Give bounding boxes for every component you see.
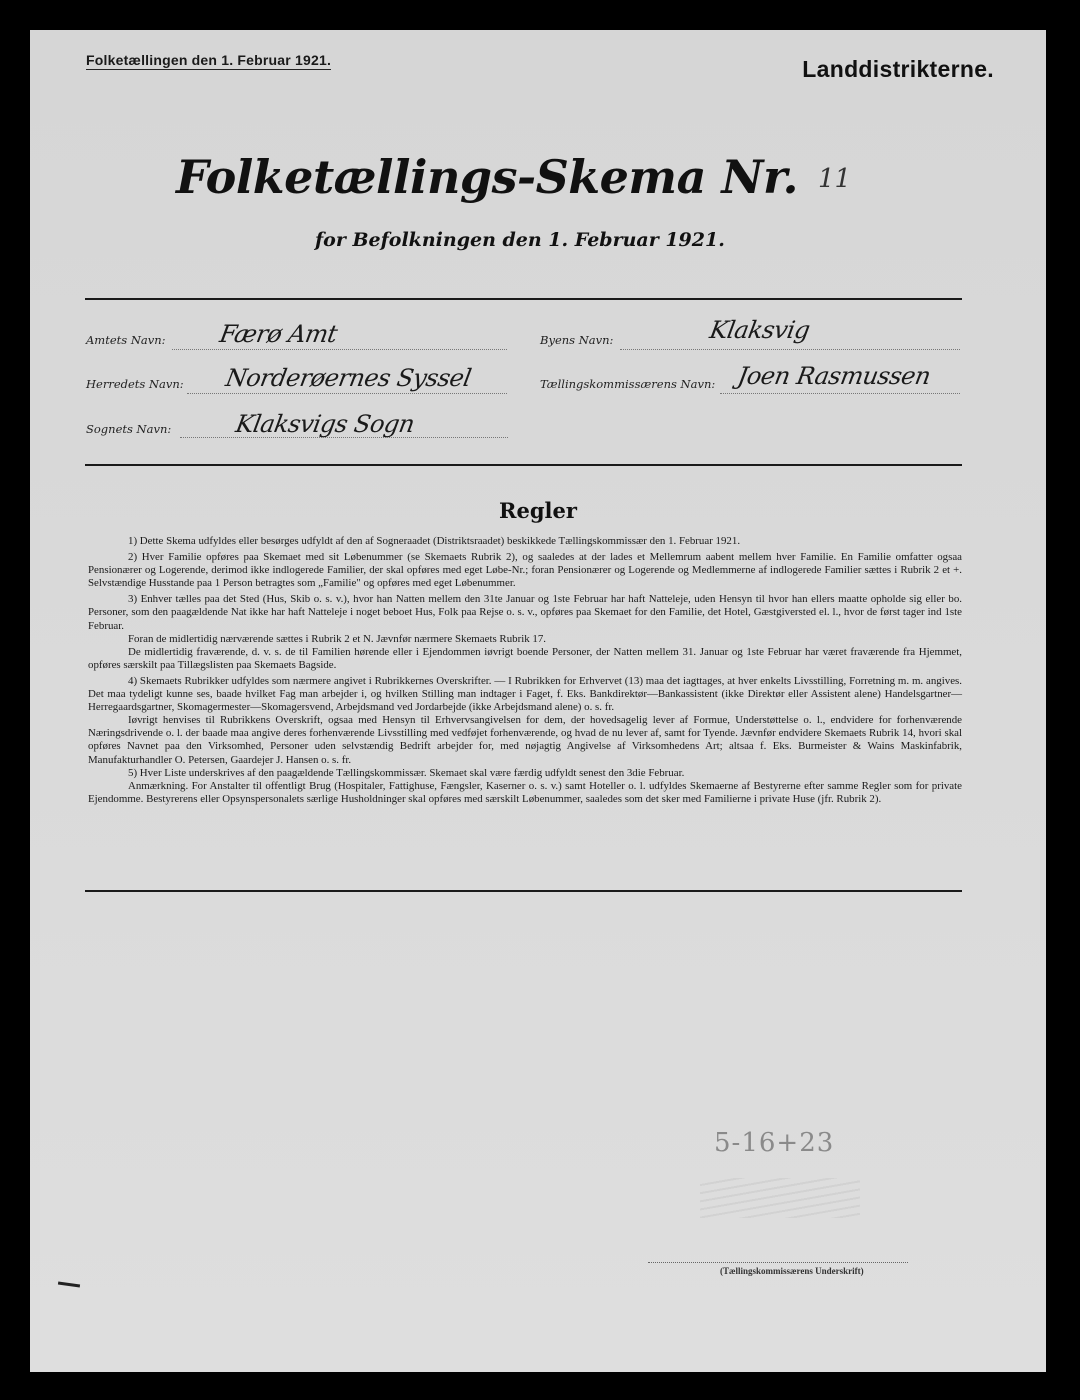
amt-label: Amtets Navn: bbox=[86, 333, 166, 347]
pencil-annotation: 5-16+23 bbox=[714, 1128, 835, 1158]
sogn-value: Klaksvigs Sogn bbox=[233, 410, 417, 438]
bottom-divider bbox=[85, 890, 962, 892]
sogn-label: Sognets Navn: bbox=[86, 422, 172, 436]
rule-4: 4) Skemaets Rubrikker udfyldes som nærmere angivet i Rubrikkernes Overskrifter. — I Rubrikken for Erhvervet (13) maa det iagttages, at hver enkelts Livsstilling, Forretning m. m. angives. Det maa tydeligt kunne ses, baade hvilket Fag man arbejder i, og hvilken Stilling man indtager i Faget, f. Eks. Bankdirektør—Bankassistent (ikke Direktør eller Assistent alene) Handelsgartner—Herregaardsgartner, Skomagermester—Skomagersvend, Arbejdsmand ved Jordarbejde (ikke Arbejdsmand alene) o. s. fr. bbox=[88, 674, 962, 714]
kommissaer-label: Tællingskommissærens Navn: bbox=[540, 377, 716, 391]
kommissaer-line bbox=[720, 392, 960, 394]
herred-value: Norderøernes Syssel bbox=[223, 364, 474, 392]
middle-divider bbox=[85, 464, 962, 466]
rules-text bbox=[88, 535, 962, 806]
form-number: 11 bbox=[818, 164, 852, 194]
signature-line bbox=[648, 1262, 908, 1264]
rule-1: 1) Dette Skema udfyldes eller besørges udfyldt af den af Sogneraadet (Distriktsraadet) beskikkede Tællingskommissær den 1. Februar 1921. bbox=[128, 535, 741, 547]
rule-4b: Iøvrigt henvises til Rubrikkens Overskrift, ogsaa med Hensyn til Erhvervsangivelsen for dem, der hovedsagelig lever af Formue, Understøttelse o. l., endvidere for forhenværende Næringsdrivende o. l. der baade maa angive deres forhenværende Livsstilling med vedføjet forhenværende, og hvad de nu lever af, samt for Tyende. Jævnfør endvidere Skemaets Rubrik 14, hvori skal opføres Navnet paa den Virksomhed, Personer uden selvstændig Bedrift arbejder for, med nøjagtig Angivelse af Virksomhedens Art; altsaa f. Eks. Burmeister & Wains Maskinfabrik, Manufakturhandler O. Petersen, Gaardejer J. Hansen o. s. fr. bbox=[88, 714, 962, 766]
census-form-page bbox=[30, 30, 1046, 1372]
form-subtitle: for Befolkningen den 1. Februar 1921. bbox=[315, 229, 725, 251]
district-type-header: Landdistrikterne. bbox=[802, 56, 994, 82]
herred-label: Herredets Navn: bbox=[86, 377, 184, 391]
by-line bbox=[620, 348, 960, 350]
kommissaer-value: Joen Rasmussen bbox=[735, 362, 933, 390]
amt-line bbox=[172, 348, 507, 350]
rule-2: 2) Hver Familie opføres paa Skemaet med sit Løbenummer (se Skemaets Rubrik 2), og saaledes at der lades et Mellemrum aabent mellem hver Familie. En Familie omfatter ogsaa Pensionærer og Logerende, derimod ikke indlogerede Familier, der skal opføres med eget Løbe-Nr.; foran Pensionærer og Logerende og Medlemmerne af indlogerede Familier sættes i Rubrik 2 et +. Selvstændige Husstande paa 1 Person betragtes som „Familie" og opføres med eget Løbenummer. bbox=[88, 551, 962, 590]
herred-line bbox=[187, 392, 507, 394]
signature-label: (Tællingskommissærens Underskrift) bbox=[720, 1266, 864, 1276]
rule-3: 3) Enhver tælles paa det Sted (Hus, Skib o. s. v.), hvor han Natten mellem den 31te Januar og 1ste Februar har haft Natteleje, uden Hensyn til hvor han ellers maatte opholde sig eller bo. Personer, som den paagældende Nat ikke har haft Natteleje i noget beboet Hus, Folk paa Rejse o. s. v., opføres paa Skemaet for den Familie, det Hotel, Gæstgiversted el. l., hvor de først tager ind 1ste Februar. bbox=[88, 593, 962, 632]
rule-5: 5) Hver Liste underskrives af den paagældende Tællingskommissær. Skemaet skal være færdig udfyldt senest den 3die Februar. bbox=[128, 766, 685, 779]
margin-mark bbox=[58, 1281, 80, 1287]
by-value: Klaksvig bbox=[707, 316, 812, 344]
form-title: Folketællings-Skema Nr. bbox=[176, 150, 798, 204]
rules-heading: Regler bbox=[499, 498, 577, 523]
rule-note: Anmærkning. For Anstalter til offentligt Brug (Hospitaler, Fattighuse, Fængsler, Kaserner o. s. v.) samt Hoteller o. l. udfyldes Skemaerne af Bestyrerne efter samme Regler som for private Ejendomme. Bestyrerens eller Opsynspersonalets særlige Husholdninger skal opføres med særskilt Løbenummer, saaledes som det sker med Familierne i private Huse (jfr. Rubrik 2). bbox=[88, 779, 962, 805]
rule-3b: Foran de midlertidig nærværende sættes i Rubrik 2 et N. Jævnfør nærmere Skemaets Rubrik 17. bbox=[128, 632, 547, 645]
by-label: Byens Navn: bbox=[540, 333, 614, 347]
rule-3c: De midlertidig fraværende, d. v. s. de til Familien hørende eller i Ejendommen iøvrigt boende Personer, der Natten mellem 31. Januar og 1ste Februar har været fraværende fra Hjemmet, opføres særskilt paa Tillægslisten paa Skemaets Bagside. bbox=[88, 645, 962, 671]
faded-pencil-marks bbox=[700, 1178, 860, 1218]
sogn-line bbox=[180, 436, 508, 438]
census-date-header: Folketællingen den 1. Februar 1921. bbox=[86, 52, 332, 68]
amt-value: Færø Amt bbox=[217, 320, 340, 348]
top-divider bbox=[85, 298, 962, 300]
